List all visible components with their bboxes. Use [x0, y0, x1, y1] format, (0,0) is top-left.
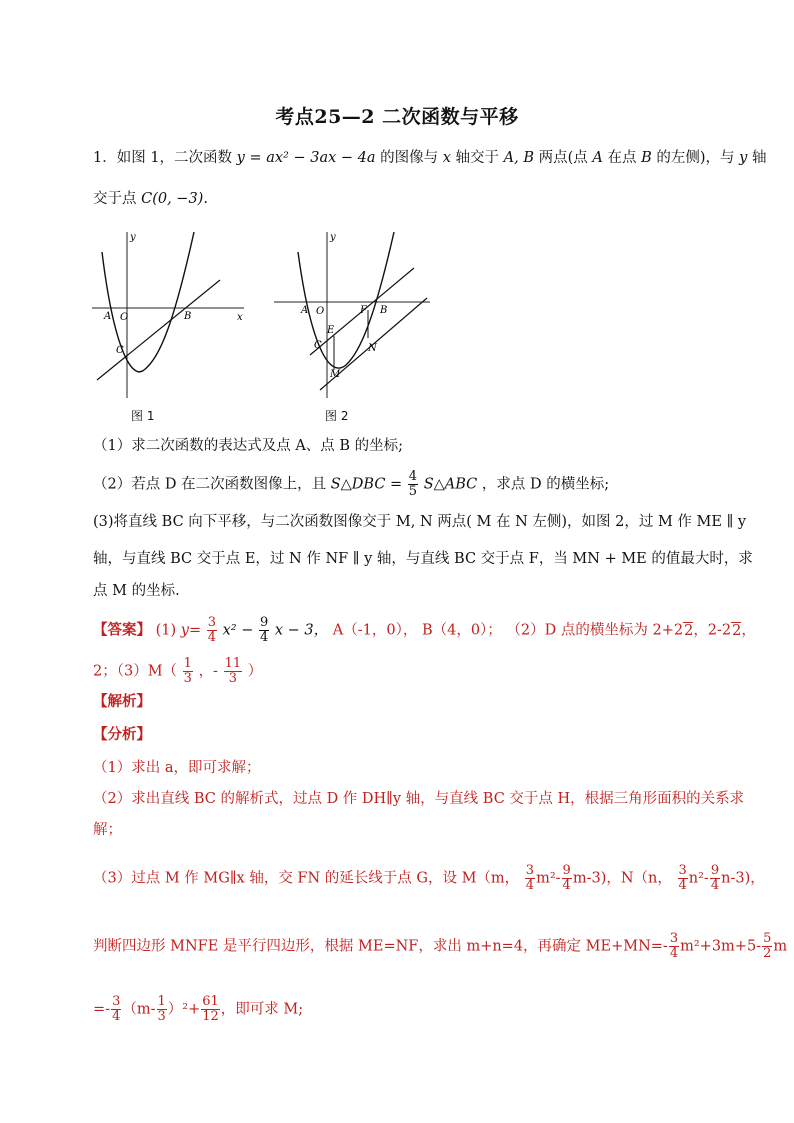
fenxi-step-2-line-2: 解； — [93, 822, 122, 838]
fig1-label-o: O — [120, 312, 129, 323]
analysis-label: 【解析】 — [93, 693, 151, 710]
fig1-label-a: A — [104, 311, 112, 322]
fig2-label-o: O — [316, 306, 325, 317]
figure-2 — [272, 230, 432, 405]
fig2-label-f: F — [360, 305, 367, 316]
fig2-parabola — [298, 232, 394, 368]
problem-line-2: 交于点 C(0, −3). — [93, 191, 208, 207]
question-3-line-1: (3)将直线 BC 向下平移，与二次函数图像交于 M, N 两点( M 在 N 左侧)，如图 2，过 M 作 ME ∥ y — [93, 514, 747, 530]
fraction-4-5: $\frac{4}{5}$ — [408, 469, 418, 499]
figure-1-caption: 图 1 — [131, 409, 155, 423]
question-1: （1）求二次函数的表达式及点 A、点 B 的坐标; — [93, 438, 404, 454]
figure-1 — [92, 230, 252, 405]
fig1-label-y: y — [130, 232, 136, 243]
question-2: （2）若点 D 在二次函数图像上，且 S△DBC = $\frac{4}{5}$ S△ABC ，求点 D 的横坐标; — [93, 469, 610, 499]
fig2-label-m: M — [330, 369, 341, 380]
fig1-label-x: x — [237, 312, 243, 323]
fig2-label-y: y — [330, 232, 336, 243]
fenxi-step-3: （3）过点 M 作 MG∥x 轴，交 FN 的延长线于点 G，设 M（m， $\frac{3}{4}$ m²- $\frac{9}{4}$ m-3)，N（n， $\frac{3}{4}$ n²- $\frac{9}{4}$ n-3)， — [93, 863, 765, 893]
fig2-label-e: E — [327, 325, 335, 336]
fenxi-step-4: 判断四边形 MNFE 是平行四边形，根据 ME=NF，求出 m+n=4，再确定 ME+MN=- $\frac{3}{4}$ m²+3m+5- $\frac{5}{2}$ m — [93, 931, 788, 961]
page-title: 考点25—2 二次函数与平移 — [275, 106, 519, 128]
question-3-line-2: 轴，与直线 BC 交于点 E，过 N 作 NF ∥ y 轴，与直线 BC 交于点 F，当 MN + ME 的值最大时，求 — [93, 551, 753, 567]
fenxi-step-5: =- $\frac{3}{4}$ （m- $\frac{1}{3}$ ）²+ $\frac{61}{12}$ ，即可求 M; — [93, 994, 304, 1024]
problem-line-1: 1．如图 1，二次函数 y = ax² − 3ax − 4a 的图像与 x 轴交于 A, B 两点(点 A 在点 B 的左侧)，与 y 轴 — [93, 150, 767, 166]
fig2-label-b: B — [380, 305, 388, 316]
fenxi-step-2-line-1: （2）求出直线 BC 的解析式，过点 D 作 DH∥y 轴，与直线 BC 交于点 H，根据三角形面积的关系求 — [93, 791, 745, 807]
fig2-label-n: N — [368, 343, 377, 354]
fenxi-label: 【分析】 — [93, 726, 151, 743]
figure-2-caption: 图 2 — [325, 409, 349, 423]
question-3-line-3: 点 M 的坐标. — [93, 583, 180, 599]
function-expression: y = ax² − 3ax − 4a — [236, 150, 376, 166]
answer-label: 【答案】 — [93, 621, 151, 639]
answer-line-2: 2；（3）M（ $\frac{1}{3}$ ，- $\frac{11}{3}$ ） — [93, 656, 263, 686]
fig2-label-c: C — [314, 340, 322, 351]
fig1-label-c: C — [116, 345, 124, 356]
answer-line-1: 【答案】 (1) y= $\frac{3}{4}$ x² − $\frac{9}{4}$ x − 3， A（-1，0）， B（4，0）； （2）D 点的横坐标为 2+22，2-22， — [93, 615, 756, 645]
fig2-label-a: A — [301, 305, 309, 316]
fenxi-step-1: （1）求出 a，即可求解； — [93, 760, 261, 776]
fig1-label-b: B — [184, 311, 192, 322]
